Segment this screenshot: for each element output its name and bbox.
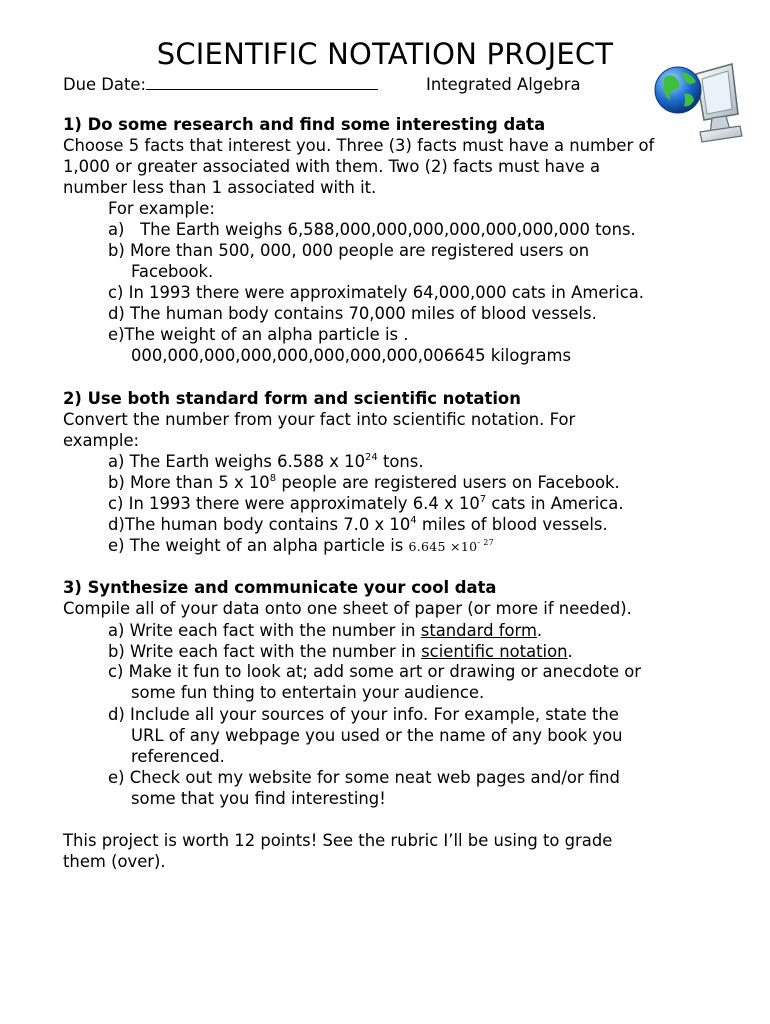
list-marker: e) (108, 536, 125, 555)
list-text: people are registered users on Facebook. (276, 473, 620, 492)
list-text: Write each fact with the number in (130, 642, 422, 661)
underlined-term: standard form (420, 621, 537, 640)
list-item (108, 514, 608, 535)
exponent: 4 (410, 515, 417, 526)
list-text: The weight of an alpha particle is (129, 536, 409, 555)
math-expression (409, 539, 494, 554)
section1-intro-line: number less than 1 associated with it. (63, 178, 377, 197)
section2-intro-line: example: (63, 431, 140, 450)
section1-heading: 1) Do some research and find some interesting data (63, 115, 546, 134)
list-text: The human body contains 7.0 x 10 (124, 515, 411, 534)
list-text: The Earth weighs 6,588,000,000,000,000,000,000,000 tons. (129, 220, 636, 239)
list-text: The weight of an alpha particle is . (124, 325, 409, 344)
list-item (108, 493, 624, 514)
list-item (108, 641, 573, 662)
page-title: SCIENTIFIC NOTATION PROJECT (156, 37, 614, 71)
list-item-continuation: some that you find interesting! (131, 789, 386, 808)
list-marker: d) (108, 304, 125, 323)
math-base: 6.645 ×10 (408, 539, 478, 554)
exponent: 8 (269, 473, 277, 484)
list-text: tons. (377, 452, 424, 471)
list-text: . (567, 642, 573, 661)
list-item (108, 324, 409, 345)
due-date-blank (146, 75, 378, 90)
underlined-term: scientific notation (421, 642, 568, 661)
list-marker: b) (108, 473, 125, 492)
list-item-continuation: URL of any webpage you used or the name of any book you (131, 726, 623, 745)
due-date-line (63, 74, 378, 95)
list-marker: a) (108, 621, 125, 640)
list-item (108, 451, 424, 472)
list-marker: e) (108, 768, 125, 787)
list-item (108, 620, 542, 641)
list-marker: a) (108, 452, 125, 471)
list-text: Check out my website for some neat web pages and/or find (129, 768, 620, 787)
list-marker: d) (108, 705, 125, 724)
list-text: The Earth weighs 6.588 x 10 (129, 452, 366, 471)
list-marker: d) (108, 515, 125, 534)
list-text: More than 5 x 10 (130, 473, 270, 492)
list-text: The human body contains 70,000 miles of blood vessels. (130, 304, 597, 323)
section3-heading: 3) Synthesize and communicate your cool data (63, 578, 497, 597)
list-item (108, 303, 597, 324)
list-marker: b) (108, 642, 125, 661)
list-text: Include all your sources of your info. For example, state the (130, 705, 619, 724)
list-item-continuation: 000,000,000,000,000,000,000,000,006645 kilograms (131, 346, 572, 365)
list-item (108, 219, 636, 240)
list-marker: c) (108, 494, 124, 513)
list-marker: c) (108, 662, 124, 681)
footer-line: them (over). (63, 852, 166, 871)
list-item-continuation: referenced. (131, 747, 225, 766)
section1-intro-line: 1,000 or greater associated with them. Two (2) facts must have a (63, 157, 601, 176)
exponent: 24 (365, 452, 378, 463)
list-item (108, 240, 589, 261)
list-item-continuation: Facebook. (131, 262, 214, 281)
list-marker: c) (108, 283, 124, 302)
footer-line: This project is worth 12 points! See the rubric I’ll be using to grade (63, 831, 613, 850)
list-item (108, 704, 619, 725)
exponent: - 27 (477, 538, 494, 547)
list-item-continuation: some fun thing to entertain your audience. (131, 683, 485, 702)
section2-heading: 2) Use both standard form and scientific notation (63, 389, 521, 408)
computer-globe-icon (652, 60, 744, 146)
list-item (108, 282, 644, 303)
list-item (108, 472, 620, 493)
list-marker: e) (108, 325, 125, 344)
list-text: . (536, 621, 543, 640)
section2-intro-line: Convert the number from your fact into scientific notation. For (63, 410, 576, 429)
list-text: cats in America. (486, 494, 624, 513)
list-text: Write each fact with the number in (129, 621, 421, 640)
list-text: In 1993 there were approximately 6.4 x 10 (128, 494, 480, 513)
section3-intro: Compile all of your data onto one sheet of paper (or more if needed). (63, 599, 632, 618)
list-text: miles of blood vessels. (416, 515, 608, 534)
list-marker: a) (108, 220, 125, 239)
section1-example-label: For example: (108, 199, 215, 218)
section1-intro-line: Choose 5 facts that interest you. Three (3) facts must have a number of (63, 136, 655, 155)
list-text: More than 500, 000, 000 people are registered users on (130, 241, 590, 260)
list-item (108, 767, 620, 788)
list-marker: b) (108, 241, 125, 260)
course-name: Integrated Algebra (426, 75, 581, 94)
list-item (108, 661, 641, 682)
list-text: In 1993 there were approximately 64,000,000 cats in America. (128, 283, 644, 302)
list-text: Make it fun to look at; add some art or drawing or anecdote or (128, 662, 642, 681)
exponent: 7 (479, 494, 487, 505)
list-item (108, 535, 494, 557)
due-date-label: Due Date: (63, 75, 147, 94)
